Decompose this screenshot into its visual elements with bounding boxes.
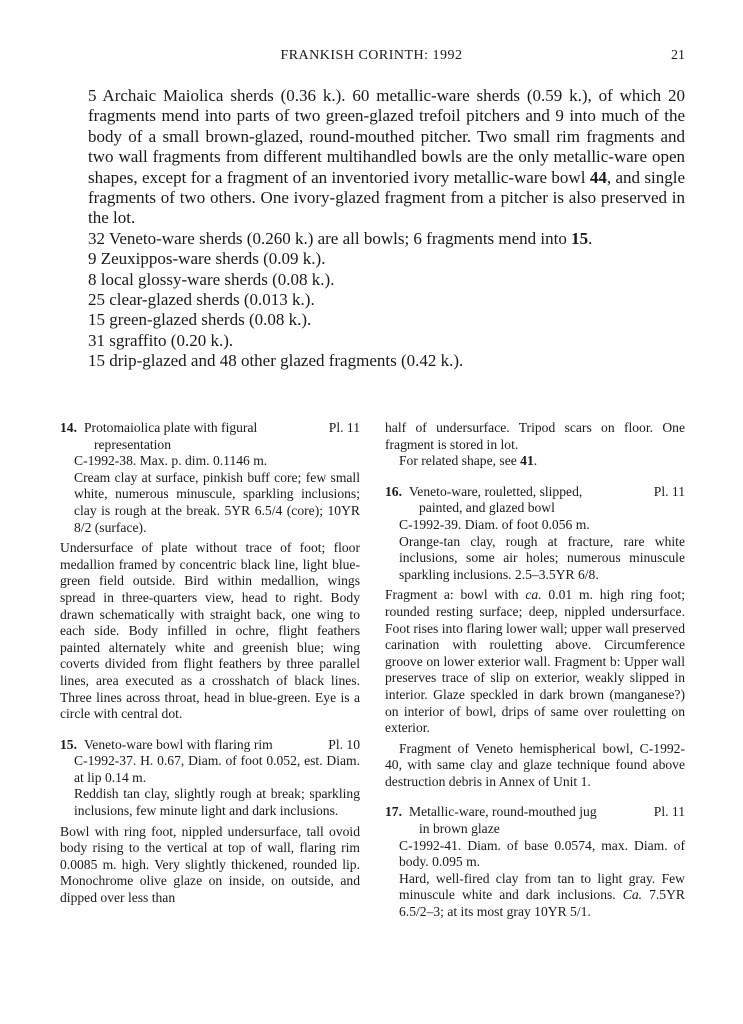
entry-heading bbox=[60, 737, 360, 754]
entry-title-line: painted, and glazed bowl bbox=[419, 500, 555, 516]
entry-title bbox=[409, 484, 629, 517]
entry-title-line: representation bbox=[94, 436, 171, 452]
entry-description bbox=[385, 587, 685, 736]
lot-summary-text-end: , and single fragments of two others. One ivory-glazed fragment from a pitcher is also preserved in the lot. bbox=[88, 167, 685, 228]
entry-details bbox=[60, 753, 360, 819]
related-shape-note bbox=[385, 453, 685, 470]
running-title: FRANKISH CORINTH: 1992 bbox=[280, 48, 463, 63]
page-number: 21 bbox=[671, 48, 685, 63]
entry-title-line: in brown glaze bbox=[419, 821, 500, 837]
lot-summary bbox=[88, 86, 685, 372]
sherd-count-item: 15 green-glazed sherds (0.08 k.). bbox=[88, 310, 312, 330]
fabric-text: 7.5YR 6.5/2–3; at its most gray 10YR 5/1. bbox=[399, 887, 685, 920]
catalogue-ref-41: 41 bbox=[520, 453, 534, 469]
fabric-description bbox=[399, 871, 685, 921]
catalogue-column-right bbox=[385, 420, 685, 921]
description-circa: ca. bbox=[525, 587, 542, 603]
catalogue-ref-44: 44 bbox=[589, 167, 607, 187]
sherd-count-item: 8 local glossy-ware sherds (0.08 k.). bbox=[88, 269, 335, 289]
inventory-line: C-1992-41. Diam. of base 0.0574, max. Diam. of body. 0.095 m. bbox=[399, 837, 685, 870]
entry-details bbox=[385, 838, 685, 921]
entry-description-part: Bowl with ring foot, nippled undersurface, tall ovoid body rising to the vertical at top of wall, flaring rim 0.0085 m. high. Very slightly thickened, rounded lip. Monochrome olive glaze on inside, on outside, and dipped over less than bbox=[60, 823, 360, 906]
fabric-description: Cream clay at surface, pinkish buff core; few small white, numerous minuscule, sparkling inclusions; clay is rough at the break. 5YR 6.5/4 (core); 10YR 8/2 (surface). bbox=[74, 469, 360, 535]
description-text: Fragment a: bowl with bbox=[385, 587, 519, 603]
sherd-count-veneto bbox=[88, 229, 685, 249]
entry-number: 17. bbox=[385, 804, 402, 820]
entry-details bbox=[60, 453, 360, 536]
sherd-count-veneto-end: . bbox=[588, 228, 593, 248]
entry-title bbox=[84, 420, 304, 453]
entry-15-continuation-text: half of undersurface. Tripod scars on floor. One fragment is stored in lot. bbox=[385, 420, 685, 452]
sherd-count-item: 31 sgraffito (0.20 k.). bbox=[88, 330, 234, 350]
related-shape-end: . bbox=[533, 453, 538, 469]
catalogue-column-left bbox=[60, 420, 360, 907]
catalogue-entry-14 bbox=[60, 420, 360, 723]
sherd-count-item: 9 Zeuxippos-ware sherds (0.09 k.). bbox=[88, 249, 326, 269]
page-header bbox=[0, 48, 743, 70]
lot-summary-text: 5 Archaic Maiolica sherds (0.36 k.). 60 metallic-ware sherds (0.59 k.), of which 20 fragments mend into parts of two green-glazed trefoil pitchers and 9 into much of the body of a small brown-glazed, round-mouthed pitcher. Two small rim fragments and two wall fragments from different multihandled bowls are the only metallic-ware open shapes, except for a fragment of an inventoried ivory metallic-ware bowl bbox=[88, 86, 685, 187]
entry-number: 16. bbox=[385, 483, 402, 499]
entry-heading bbox=[385, 484, 685, 517]
entry-title: Veneto-ware bowl with flaring rim bbox=[84, 736, 273, 752]
entry-description: Undersurface of plate without trace of foot; floor medallion framed by concentric black line, light blue-green field outside. Bird within medallion, wings spread in three-quarters view, head to right. Body drawn schematically with straight back, one wing to each side. Body infilled in ochre, flight feathers painted alternately white and greenish blue; wing coverts divided from flight feathers by three parallel lines, area executed as a crosshatch of black lines. Three lines across throat, head in blue-green. Eye is a circle with central dot. bbox=[60, 540, 360, 722]
entry-title-line: Veneto-ware, rouletted, slipped, bbox=[409, 483, 583, 499]
fabric-text: Hard, well-fired clay from tan to light gray. Few minuscule white and dark inclusions. bbox=[399, 870, 685, 903]
sherd-count-list bbox=[88, 229, 685, 372]
catalogue-entry-16 bbox=[385, 484, 685, 791]
plate-reference: Pl. 11 bbox=[328, 420, 360, 435]
entry-heading bbox=[385, 804, 685, 837]
related-shape-text: For related shape, see bbox=[399, 453, 517, 469]
catalogue-ref-15: 15 bbox=[571, 228, 589, 248]
entry-title-line: Metallic-ware, round-mouthed jug bbox=[409, 804, 597, 820]
entry-number: 14. bbox=[60, 420, 77, 435]
sherd-count-item: 25 clear-glazed sherds (0.013 k.). bbox=[88, 290, 315, 310]
plate-reference: Pl. 10 bbox=[328, 736, 360, 752]
entry-details bbox=[385, 517, 685, 583]
entry-number: 15. bbox=[60, 736, 77, 752]
sherd-count-veneto-text: 32 Veneto-ware sherds (0.260 k.) are all bowls; 6 fragments mend into bbox=[88, 228, 567, 248]
entry-heading bbox=[60, 420, 360, 453]
fabric-description: Reddish tan clay, slightly rough at break; sparkling inclusions, few minute light and dark inclusions. bbox=[74, 786, 360, 819]
entry-title bbox=[409, 804, 629, 837]
comparison-note: Fragment of Veneto hemispherical bowl, C-1992-40, with same clay and glaze technique found above destruction debris in Annex of Unit 1. bbox=[385, 740, 685, 789]
fabric-description: Orange-tan clay, rough at fracture, rare white inclusions, some air holes; numerous minuscule sparkling inclusions. 2.5–3.5YR 6/8. bbox=[399, 533, 685, 582]
description-text: 0.01 m. high ring foot; rounded resting surface; deep, nippled undersurface. Foot rises into flaring lower wall; upper wall preserved carination with rouletting above. Circumference groove on lower exterior wall. Fragment b: Upper wall preserves trace of slip on exterior, weakly slipped in interior. Glaze speckled in dark brown (manganese?) on interior of bowl, drips of same over rouletting on exterior. bbox=[385, 587, 685, 736]
fabric-circa: Ca. bbox=[622, 887, 643, 903]
entry-title-line: Protomaiolica plate with figural bbox=[84, 420, 258, 435]
catalogue-entry-17 bbox=[385, 804, 685, 920]
inventory-line: C-1992-39. Diam. of foot 0.056 m. bbox=[399, 516, 590, 532]
sherd-count-item: 15 drip-glazed and 48 other glazed fragments (0.42 k.). bbox=[88, 351, 464, 371]
plate-reference: Pl. 11 bbox=[653, 483, 685, 499]
inventory-line: C-1992-38. Max. p. dim. 0.1146 m. bbox=[74, 453, 268, 469]
plate-reference: Pl. 11 bbox=[653, 804, 685, 820]
inventory-line: C-1992-37. H. 0.67, Diam. of foot 0.052, est. Diam. at lip 0.14 m. bbox=[74, 753, 360, 785]
lot-summary-paragraph bbox=[88, 86, 685, 229]
catalogue-entry-15 bbox=[60, 737, 360, 907]
